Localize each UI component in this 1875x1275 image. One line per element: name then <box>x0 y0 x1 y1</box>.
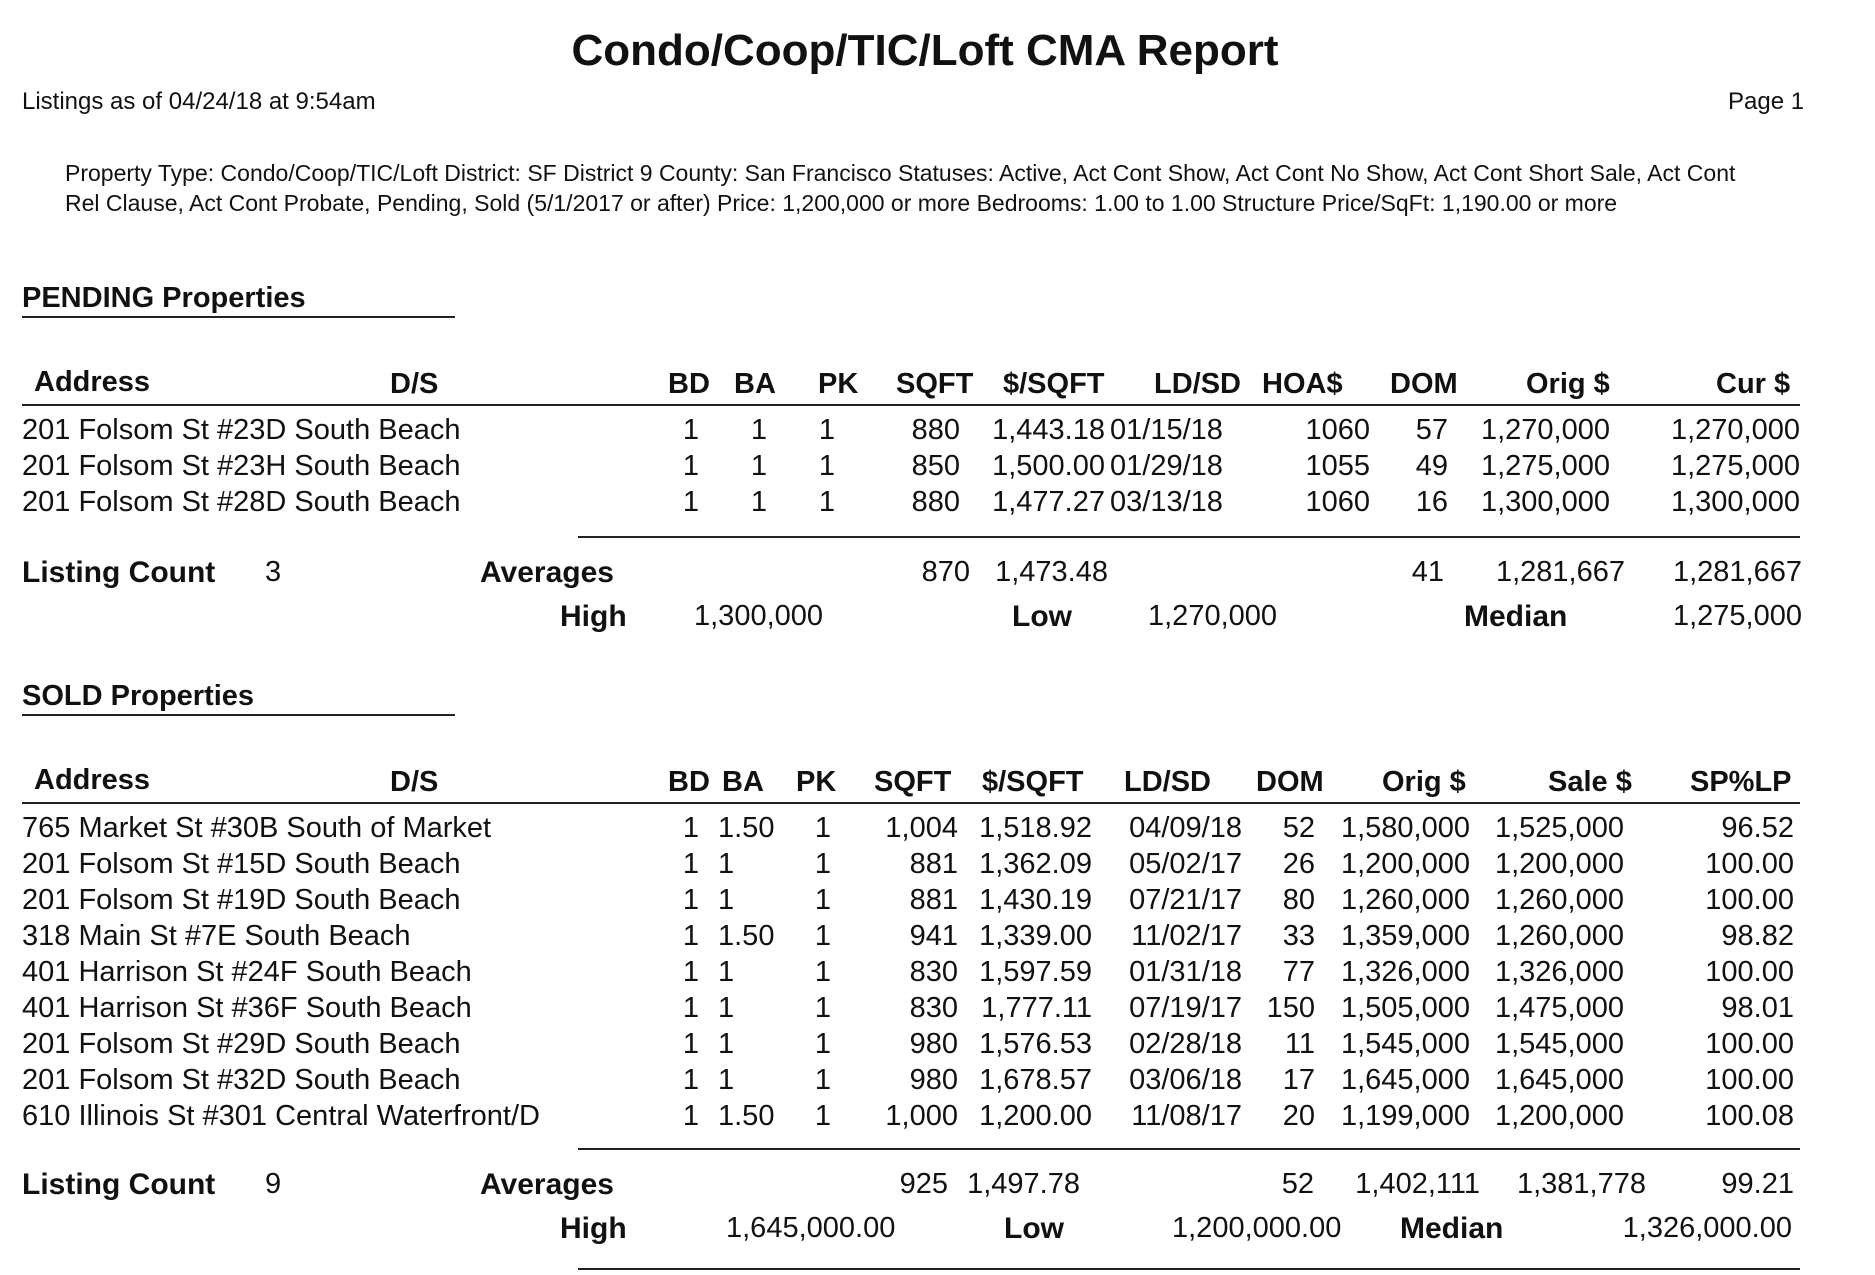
cell-ldsd: 03/13/18 <box>1110 486 1223 518</box>
cell-pk: 1 <box>814 812 832 844</box>
cell-sqft: 881 <box>909 848 958 880</box>
cell-psqft: 1,777.11 <box>981 992 1092 1024</box>
cell-sale: 1,545,000 <box>1494 1028 1624 1060</box>
pending-section-title: PENDING Properties <box>22 282 306 314</box>
table-row <box>0 920 1875 956</box>
cell-splp: 100.08 <box>1705 1100 1794 1132</box>
cell-dom: 52 <box>1282 812 1315 844</box>
cell-psqft: 1,597.59 <box>979 956 1092 988</box>
cell-orig: 1,326,000 <box>1340 956 1470 988</box>
cell-psqft: 1,362.09 <box>979 848 1092 880</box>
col-address: Address <box>34 764 151 796</box>
col-cur-price: Cur $ <box>1716 368 1791 400</box>
cell-splp: 98.82 <box>1721 920 1794 952</box>
low-label: Low <box>1012 600 1072 633</box>
cell-address: 201 Folsom St #29D South Beach <box>22 1028 461 1060</box>
table-row <box>0 450 1875 486</box>
listings-timestamp: Listings as of 04/24/18 at 9:54am <box>22 88 376 115</box>
col-ba: BA <box>722 766 764 798</box>
cell-hoa: 1060 <box>1305 486 1370 518</box>
cell-psqft: 1,443.18 <box>992 414 1105 446</box>
cell-splp: 100.00 <box>1705 1064 1794 1096</box>
low-label: Low <box>1004 1212 1064 1245</box>
avg-sqft: 870 <box>921 556 970 588</box>
sold-summary-rule <box>578 1148 1800 1150</box>
cell-ba: 1 <box>750 414 768 446</box>
cell-splp: 100.00 <box>1705 956 1794 988</box>
cell-sale: 1,260,000 <box>1494 920 1624 952</box>
high-value: 1,645,000.00 <box>726 1212 896 1244</box>
col-ld-sd: LD/SD <box>1154 368 1241 400</box>
cell-orig: 1,505,000 <box>1340 992 1470 1024</box>
cell-pk: 1 <box>814 992 832 1024</box>
median-label: Median <box>1464 600 1568 633</box>
cell-splp: 98.01 <box>1721 992 1794 1024</box>
col-pk: PK <box>818 368 859 400</box>
cell-pk: 1 <box>814 1100 832 1132</box>
cell-ba: 1.50 <box>718 920 775 952</box>
cell-ldsd: 07/19/17 <box>1129 992 1242 1024</box>
cell-pk: 1 <box>814 884 832 916</box>
cell-sqft: 941 <box>909 920 958 952</box>
table-row <box>0 1100 1875 1136</box>
cell-address: 201 Folsom St #19D South Beach <box>22 884 461 916</box>
cell-bd: 1 <box>682 1064 700 1096</box>
high-value: 1,300,000 <box>694 600 824 632</box>
cell-dom: 17 <box>1282 1064 1315 1096</box>
table-row <box>0 884 1875 920</box>
table-row <box>0 848 1875 884</box>
cell-dom: 33 <box>1282 920 1315 952</box>
cell-pk: 1 <box>814 956 832 988</box>
col-ds: D/S <box>390 368 439 400</box>
cell-ba: 1 <box>718 1028 735 1060</box>
pending-section-underline <box>22 316 455 318</box>
avg-dom: 52 <box>1281 1168 1314 1200</box>
cell-cur: 1,275,000 <box>1670 450 1800 482</box>
cell-pk: 1 <box>814 920 832 952</box>
cell-sqft: 1,004 <box>885 812 958 844</box>
cell-address: 201 Folsom St #28D South Beach <box>22 486 461 518</box>
cell-sale: 1,525,000 <box>1494 812 1624 844</box>
col-address: Address <box>34 366 151 398</box>
avg-dom: 41 <box>1411 556 1444 588</box>
sold-section-underline <box>22 714 455 716</box>
cell-orig: 1,270,000 <box>1480 414 1610 446</box>
col-pk: PK <box>796 766 837 798</box>
table-row <box>0 414 1875 450</box>
cell-ba: 1.50 <box>718 1100 775 1132</box>
cell-sqft: 980 <box>909 1028 958 1060</box>
cell-psqft: 1,500.00 <box>992 450 1105 482</box>
avg-sqft: 925 <box>899 1168 948 1200</box>
cell-pk: 1 <box>818 486 836 518</box>
cell-ldsd: 02/28/18 <box>1129 1028 1242 1060</box>
cell-ba: 1.50 <box>718 812 775 844</box>
col-dom: DOM <box>1390 368 1458 400</box>
cell-address: 201 Folsom St #32D South Beach <box>22 1064 461 1096</box>
cell-address: 201 Folsom St #15D South Beach <box>22 848 461 880</box>
cell-splp: 100.00 <box>1705 848 1794 880</box>
page-bottom-rule <box>578 1268 1800 1270</box>
listing-count-value: 3 <box>265 556 282 588</box>
avg-price-per-sqft: 1,473.48 <box>995 556 1108 588</box>
cell-pk: 1 <box>818 450 836 482</box>
cell-sale: 1,200,000 <box>1494 848 1624 880</box>
cell-pk: 1 <box>814 1064 832 1096</box>
cell-ldsd: 01/15/18 <box>1110 414 1223 446</box>
cell-orig: 1,545,000 <box>1340 1028 1470 1060</box>
cell-psqft: 1,518.92 <box>979 812 1092 844</box>
col-price-per-sqft: $/SQFT <box>982 766 1084 798</box>
pending-summary-rule <box>578 536 1800 538</box>
low-value: 1,200,000.00 <box>1172 1212 1342 1244</box>
col-sqft: SQFT <box>874 766 952 798</box>
sold-section-title: SOLD Properties <box>22 680 255 712</box>
col-dom: DOM <box>1256 766 1324 798</box>
cell-ba: 1 <box>718 848 735 880</box>
avg-sale-price: 1,381,778 <box>1516 1168 1646 1200</box>
cell-dom: 16 <box>1415 486 1448 518</box>
col-price-per-sqft: $/SQFT <box>1003 368 1105 400</box>
cell-cur: 1,270,000 <box>1670 414 1800 446</box>
cell-address: 201 Folsom St #23H South Beach <box>22 450 461 482</box>
cell-orig: 1,359,000 <box>1340 920 1470 952</box>
listing-count-label: Listing Count <box>22 1168 216 1201</box>
cell-sqft: 830 <box>909 992 958 1024</box>
table-row <box>0 486 1875 522</box>
avg-cur-price: 1,281,667 <box>1672 556 1802 588</box>
listing-count-value: 9 <box>265 1168 282 1200</box>
page-number: Page 1 <box>1728 88 1805 115</box>
cell-ba: 1 <box>750 486 768 518</box>
cell-bd: 1 <box>682 992 700 1024</box>
cell-psqft: 1,339.00 <box>979 920 1092 952</box>
median-value: 1,275,000 <box>1672 600 1802 632</box>
cell-sale: 1,326,000 <box>1494 956 1624 988</box>
cell-bd: 1 <box>682 884 700 916</box>
cell-address: 318 Main St #7E South Beach <box>22 920 411 952</box>
cell-psqft: 1,477.27 <box>992 486 1105 518</box>
cell-bd: 1 <box>682 848 700 880</box>
cell-orig: 1,300,000 <box>1480 486 1610 518</box>
median-value: 1,326,000.00 <box>1622 1212 1792 1244</box>
cell-ldsd: 01/29/18 <box>1110 450 1223 482</box>
cell-orig: 1,645,000 <box>1340 1064 1470 1096</box>
cell-address: 401 Harrison St #36F South Beach <box>22 992 472 1024</box>
avg-orig-price: 1,402,111 <box>1355 1168 1480 1200</box>
cell-dom: 150 <box>1266 992 1315 1024</box>
cell-sqft: 850 <box>911 450 960 482</box>
cell-bd: 1 <box>682 414 700 446</box>
median-label: Median <box>1400 1212 1504 1245</box>
table-row <box>0 956 1875 992</box>
cell-dom: 26 <box>1282 848 1315 880</box>
table-row <box>0 812 1875 848</box>
cell-address: 765 Market St #30B South of Market <box>22 812 492 844</box>
cell-bd: 1 <box>682 1028 700 1060</box>
cell-sale: 1,645,000 <box>1494 1064 1624 1096</box>
cell-splp: 100.00 <box>1705 884 1794 916</box>
cell-ldsd: 04/09/18 <box>1129 812 1242 844</box>
col-orig-price: Orig $ <box>1382 766 1466 798</box>
col-ba: BA <box>734 368 776 400</box>
avg-sp-lp: 99.21 <box>1721 1168 1794 1200</box>
cell-sqft: 830 <box>909 956 958 988</box>
table-row <box>0 1064 1875 1100</box>
avg-price-per-sqft: 1,497.78 <box>967 1168 1080 1200</box>
cell-dom: 11 <box>1284 1028 1315 1060</box>
cell-ba: 1 <box>718 884 735 916</box>
pending-header-rule <box>22 404 1800 406</box>
cell-pk: 1 <box>814 848 832 880</box>
cell-ba: 1 <box>718 992 735 1024</box>
cell-psqft: 1,430.19 <box>979 884 1092 916</box>
cell-ba: 1 <box>718 1064 735 1096</box>
cell-splp: 100.00 <box>1705 1028 1794 1060</box>
col-ds: D/S <box>390 766 439 798</box>
cell-hoa: 1060 <box>1305 414 1370 446</box>
cell-bd: 1 <box>682 920 700 952</box>
cell-hoa: 1055 <box>1305 450 1370 482</box>
cell-ldsd: 03/06/18 <box>1129 1064 1242 1096</box>
cell-orig: 1,580,000 <box>1340 812 1470 844</box>
col-orig-price: Orig $ <box>1526 368 1610 400</box>
col-sale-price: Sale $ <box>1548 766 1632 798</box>
cell-sqft: 880 <box>911 414 960 446</box>
cell-orig: 1,260,000 <box>1340 884 1470 916</box>
col-ld-sd: LD/SD <box>1124 766 1211 798</box>
search-criteria: Property Type: Condo/Coop/TIC/Loft District: SF District 9 County: San Francisco Statuses: Active, Act Cont Show, Act Cont No Show, Act Cont Short Sale, Act Cont Rel Clause, Act Cont Probate, Pending, Sold (5/1/2017 or after) Price: 1,200,000 or more Bedrooms: 1.00 to 1.00 Structure Price/SqFt: 1,190.00 or more <box>65 160 1736 216</box>
report-title: Condo/Coop/TIC/Loft CMA Report <box>571 26 1279 75</box>
cell-dom: 49 <box>1415 450 1448 482</box>
col-sqft: SQFT <box>896 368 974 400</box>
cell-ldsd: 01/31/18 <box>1129 956 1242 988</box>
cell-sqft: 880 <box>911 486 960 518</box>
cell-splp: 96.52 <box>1721 812 1794 844</box>
table-row <box>0 992 1875 1028</box>
averages-label: Averages <box>480 1168 614 1201</box>
cell-pk: 1 <box>818 414 836 446</box>
cell-psqft: 1,576.53 <box>979 1028 1092 1060</box>
cell-sale: 1,475,000 <box>1494 992 1624 1024</box>
cell-bd: 1 <box>682 1100 700 1132</box>
cell-address: 201 Folsom St #23D South Beach <box>22 414 461 446</box>
cell-ba: 1 <box>750 450 768 482</box>
cell-cur: 1,300,000 <box>1670 486 1800 518</box>
cell-sale: 1,200,000 <box>1494 1100 1624 1132</box>
col-sp-lp: SP%LP <box>1690 766 1792 798</box>
cell-ldsd: 05/02/17 <box>1129 848 1242 880</box>
sold-header-rule <box>22 802 1800 804</box>
col-bd: BD <box>668 368 710 400</box>
cell-psqft: 1,200.00 <box>979 1100 1092 1132</box>
cell-ldsd: 07/21/17 <box>1129 884 1242 916</box>
averages-label: Averages <box>480 556 614 589</box>
cell-sqft: 1,000 <box>885 1100 958 1132</box>
cell-bd: 1 <box>682 812 700 844</box>
col-hoa: HOA$ <box>1262 368 1343 400</box>
avg-orig-price: 1,281,667 <box>1495 556 1625 588</box>
cell-psqft: 1,678.57 <box>979 1064 1092 1096</box>
low-value: 1,270,000 <box>1148 600 1278 632</box>
cell-bd: 1 <box>682 450 700 482</box>
cell-bd: 1 <box>682 486 700 518</box>
col-bd: BD <box>668 766 710 798</box>
cell-sqft: 881 <box>909 884 958 916</box>
cell-ba: 1 <box>718 956 735 988</box>
cell-dom: 80 <box>1282 884 1315 916</box>
listing-count-label: Listing Count <box>22 556 216 589</box>
high-label: High <box>560 1212 627 1245</box>
cell-dom: 20 <box>1282 1100 1315 1132</box>
cell-sale: 1,260,000 <box>1494 884 1624 916</box>
cell-ldsd: 11/02/17 <box>1131 920 1242 952</box>
cell-dom: 57 <box>1415 414 1448 446</box>
cell-orig: 1,275,000 <box>1480 450 1610 482</box>
cell-sqft: 980 <box>909 1064 958 1096</box>
cell-bd: 1 <box>682 956 700 988</box>
high-label: High <box>560 600 627 633</box>
table-row <box>0 1028 1875 1064</box>
cell-dom: 77 <box>1282 956 1315 988</box>
cell-orig: 1,200,000 <box>1340 848 1470 880</box>
cell-orig: 1,199,000 <box>1340 1100 1470 1132</box>
cell-address: 610 Illinois St #301 Central Waterfront/D <box>22 1100 540 1132</box>
cell-ldsd: 11/08/17 <box>1131 1100 1242 1132</box>
cell-pk: 1 <box>814 1028 832 1060</box>
cell-address: 401 Harrison St #24F South Beach <box>22 956 472 988</box>
